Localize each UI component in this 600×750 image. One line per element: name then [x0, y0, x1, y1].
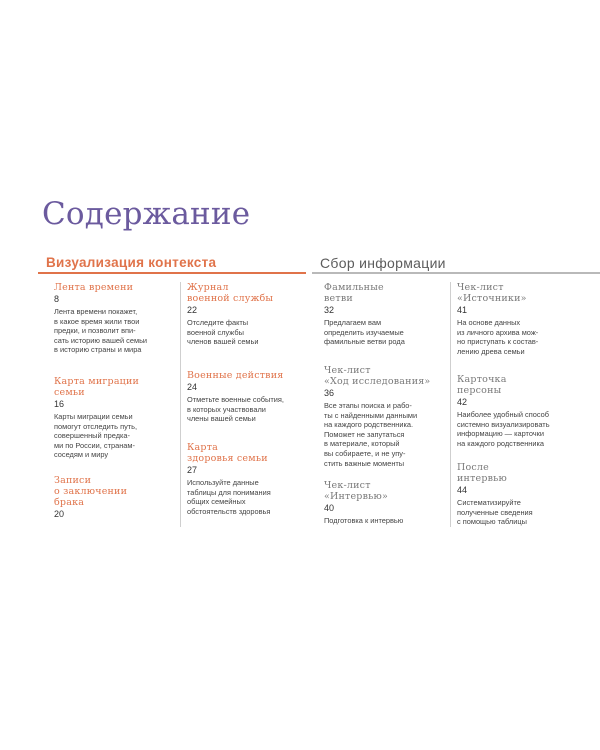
toc-entry-military-service[interactable]	[187, 282, 312, 347]
toc-entry-migration-map[interactable]	[54, 376, 174, 460]
toc-entry-description: Карты миграции семьи помогут отследить путь, совершенный предка- ми по России, странам- соседям и миру	[54, 412, 138, 460]
toc-entry-timeline[interactable]	[54, 282, 174, 355]
toc-entry-description: Систематизируйте полученные сведения с помощью таблицы	[457, 498, 533, 527]
toc-entry-marriage-records[interactable]	[54, 475, 174, 520]
column-divider	[180, 282, 181, 527]
toc-entry-page: 24	[187, 382, 198, 392]
toc-entry-title: Лента времени	[54, 282, 134, 293]
toc-entry-page: 40	[324, 503, 335, 513]
toc-entry-research-checklist[interactable]	[324, 365, 444, 468]
toc-entry-health-map[interactable]	[187, 442, 312, 516]
toc-entry-page: 44	[457, 485, 468, 495]
toc-entry-title: Записи о заключении брака	[54, 475, 128, 508]
toc-entry-page: 8	[54, 294, 60, 304]
section-heading-context: Визуализация контекста	[46, 255, 217, 270]
toc-entry-title: Военные действия	[187, 370, 284, 381]
toc-entry-title: Карта миграции семьи	[54, 376, 140, 398]
toc-entry-page: 16	[54, 399, 65, 409]
toc-entry-page: 41	[457, 305, 468, 315]
toc-entry-title: После интервью	[457, 462, 508, 484]
toc-entry-title: Чек-лист «Интервью»	[324, 480, 388, 502]
toc-entry-page: 32	[324, 305, 335, 315]
toc-entry-description: Наиболее удобный способ системно визуализировать информацию — карточки на каждого родственника	[457, 410, 550, 448]
section-rule-information	[312, 272, 600, 274]
toc-entry-interview-checklist[interactable]	[324, 480, 444, 526]
section-rule-context	[38, 272, 306, 274]
toc-entry-page: 22	[187, 305, 198, 315]
toc-entry-description: Все этапы поиска и рабо- ты с найденными данными на каждого родственника. Поможет не запутаться в материале, который вы собираете, и не упу- стить важные моменты	[324, 401, 418, 468]
toc-entry-description: Лента времени покажет, в какое время жили твои предки, и позволит впи- сать историю вашей семьи в историю страны и мира	[54, 307, 148, 355]
toc-entry-description: На основе данных из личного архива мож- но приступать к состав- лению древа семьи	[457, 318, 539, 356]
toc-entry-title: Фамильные ветви	[324, 282, 384, 304]
page-title: Содержание	[42, 196, 251, 232]
toc-entry-title: Чек-лист «Источники»	[457, 282, 527, 304]
toc-entry-family-branches[interactable]	[324, 282, 444, 347]
toc-entry-title: Карта здоровья семьи	[187, 442, 268, 464]
toc-entry-title: Чек-лист «Ход исследования»	[324, 365, 431, 387]
toc-entry-after-interview[interactable]	[457, 462, 587, 527]
column-divider	[450, 282, 451, 527]
toc-entry-page: 36	[324, 388, 335, 398]
toc-entry-sources-checklist[interactable]	[457, 282, 587, 356]
toc-entry-title: Журнал военной службы	[187, 282, 274, 304]
toc-entry-page: 20	[54, 509, 65, 519]
toc-entry-page: 42	[457, 397, 468, 407]
toc-entry-page: 27	[187, 465, 198, 475]
toc-entry-person-card[interactable]	[457, 374, 587, 448]
toc-entry-description: Подготовка к интервью	[324, 516, 404, 525]
toc-entry-description: Используйте данные таблицы для понимания общих семейных обстоятельств здоровья	[187, 478, 271, 516]
toc-entry-description: Отметьте военные события, в которых участвовали члены вашей семьи	[187, 395, 284, 424]
toc-entry-description: Отследите факты военной службы членов вашей семьи	[187, 318, 259, 347]
toc-entry-military-actions[interactable]	[187, 370, 312, 424]
toc-entry-title: Карточка персоны	[457, 374, 507, 396]
section-heading-information: Сбор информации	[320, 255, 446, 271]
toc-entry-description: Предлагаем вам определить изучаемые фамильные ветви рода	[324, 318, 405, 347]
